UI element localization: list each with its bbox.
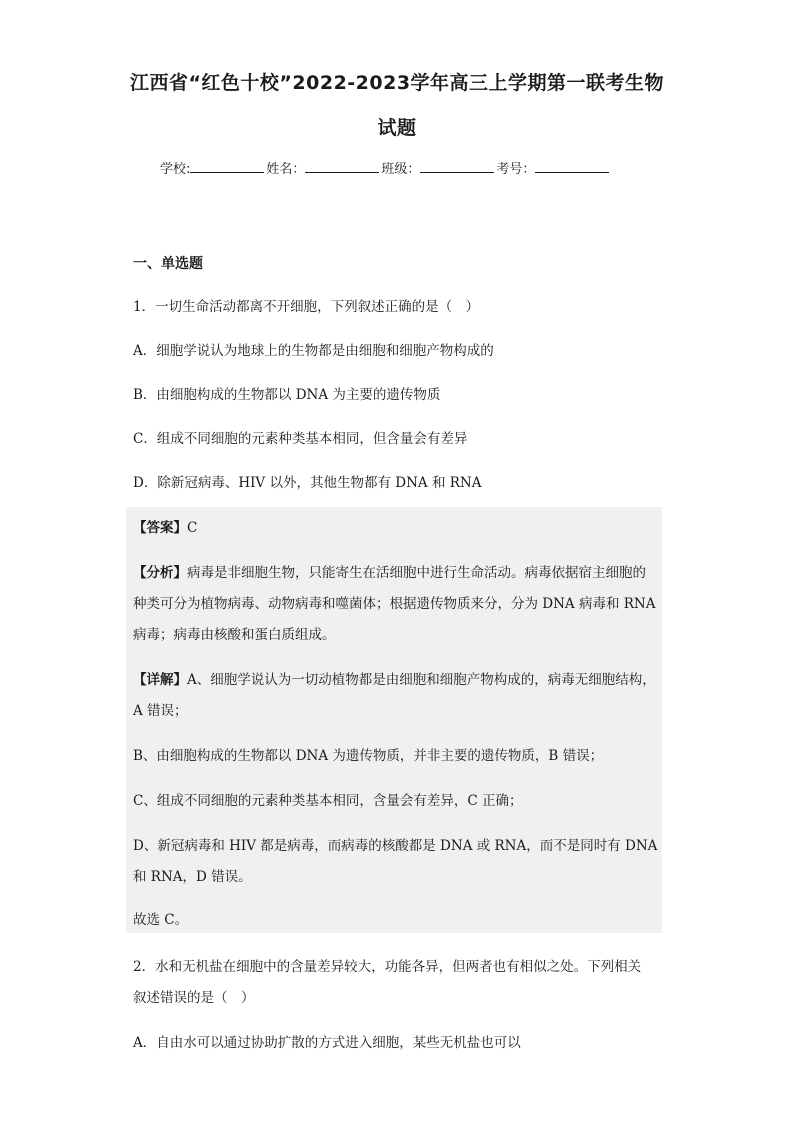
question-1-stem: 1．一切生命活动都离不开细胞，下列叙述正确的是（ ） bbox=[133, 299, 480, 315]
analysis-text-1: 病毒是非细胞生物，只能寄生在活细胞中进行生命活动。病毒依据宿主细胞的 bbox=[187, 565, 646, 581]
detail-text-a1: A、细胞学说认为一切动植物都是由细胞和细胞产物构成的，病毒无细胞结构， bbox=[187, 672, 656, 688]
student-info-line bbox=[160, 158, 611, 177]
answer-label: 【答案】 bbox=[133, 520, 187, 536]
analysis-label: 【分析】 bbox=[133, 565, 187, 581]
question-2-stem-line-1: 2．水和无机盐在细胞中的含量差异较大，功能各异，但两者也有相似之处。下列相关 bbox=[133, 959, 642, 975]
analysis-line-1 bbox=[133, 561, 646, 581]
detail-line-d1: D、新冠病毒和 HIV 都是病毒，而病毒的核酸都是 DNA 或 RNA，而不是同时有 DNA bbox=[133, 838, 658, 854]
analysis-line-3: 病毒；病毒由核酸和蛋白质组成。 bbox=[133, 627, 336, 643]
number-label: 考号： bbox=[496, 162, 536, 177]
conclusion-line: 故选 C。 bbox=[133, 912, 189, 928]
school-label: 学校: bbox=[160, 162, 191, 177]
detail-label: 【详解】 bbox=[133, 672, 187, 688]
answer-value: C bbox=[187, 520, 198, 536]
detail-line-a1 bbox=[133, 668, 656, 688]
name-label: 姓名： bbox=[266, 162, 306, 177]
question-1-option-c: C．组成不同细胞的元素种类基本相同，但含量会有差异 bbox=[133, 431, 468, 447]
class-label: 班级： bbox=[381, 162, 421, 177]
detail-line-a2: A 错误； bbox=[133, 703, 188, 719]
question-1-option-a: A．细胞学说认为地球上的生物都是由细胞和细胞产物构成的 bbox=[133, 343, 494, 359]
detail-line-d2: 和 RNA，D 错误。 bbox=[133, 869, 252, 885]
document-title: 江西省“红色十校”2022-2023学年高三上学期第一联考生物 bbox=[129, 72, 665, 94]
school-blank[interactable] bbox=[190, 160, 264, 173]
document-title-line2: 试题 bbox=[377, 117, 417, 139]
class-blank[interactable] bbox=[420, 160, 494, 173]
question-1-option-d: D．除新冠病毒、HIV 以外，其他生物都有 DNA 和 RNA bbox=[133, 475, 482, 491]
analysis-line-2: 种类可分为植物病毒、动物病毒和噬菌体；根据遗传物质来分，分为 DNA 病毒和 RNA bbox=[133, 596, 656, 612]
question-2-option-a: A．自由水可以通过协助扩散的方式进入细胞，某些无机盐也可以 bbox=[133, 1035, 521, 1051]
answer-line bbox=[133, 516, 197, 536]
question-2-stem-line-2: 叙述错误的是（ ） bbox=[133, 990, 255, 1006]
detail-line-b: B、由细胞构成的生物都以 DNA 为遗传物质，并非主要的遗传物质，B 错误； bbox=[133, 748, 604, 764]
name-blank[interactable] bbox=[305, 160, 379, 173]
number-blank[interactable] bbox=[535, 160, 609, 173]
section-heading: 一、单选题 bbox=[133, 256, 203, 272]
detail-line-c: C、组成不同细胞的元素种类基本相同，含量会有差异，C 正确； bbox=[133, 793, 523, 809]
question-1-option-b: B．由细胞构成的生物都以 DNA 为主要的遗传物质 bbox=[133, 387, 441, 403]
